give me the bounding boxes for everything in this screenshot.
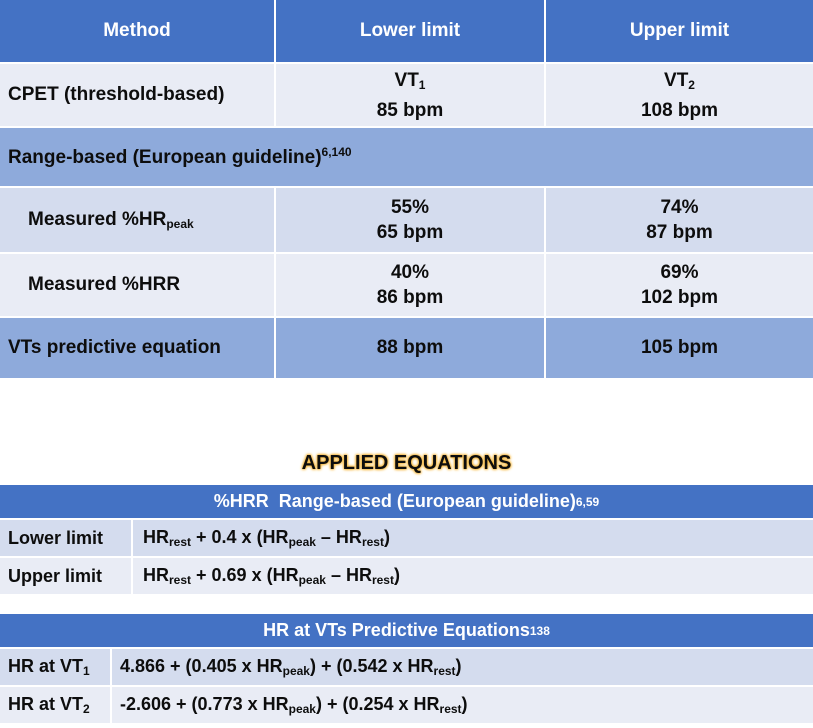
vt-label: VT xyxy=(394,69,419,91)
method-hrr: Measured %HRR xyxy=(28,274,181,295)
vt-equations-ref: 138 xyxy=(529,623,550,638)
formula-part: ) xyxy=(461,694,468,714)
formula-part: HR xyxy=(143,565,169,585)
vt2-row xyxy=(0,685,813,723)
applied-equations-title: APPLIED EQUATIONS xyxy=(301,452,512,474)
formula-sub: peak xyxy=(298,573,326,587)
table-row-hrr xyxy=(0,252,813,316)
vts-lower: 88 bpm xyxy=(274,318,544,378)
formula-part: – HR xyxy=(315,527,362,547)
formula-sub: rest xyxy=(169,573,192,587)
formula-part: + 0.4 x (HR xyxy=(191,527,289,547)
range-section-title xyxy=(0,128,813,186)
table-header-row xyxy=(0,0,813,62)
range-section-ref: 6,140 xyxy=(321,145,352,159)
cpet-upper-vt xyxy=(664,68,695,98)
table-row-cpet xyxy=(0,62,813,126)
vt-label: VT xyxy=(664,69,689,91)
header-upper-limit: Upper limit xyxy=(544,0,813,62)
formula-part: ) xyxy=(393,565,400,585)
cpet-upper-bpm: 108 bpm xyxy=(640,99,719,121)
vts-upper: 105 bpm xyxy=(544,318,813,378)
formula-part: + 0.69 x (HR xyxy=(191,565,299,585)
vt1-formula xyxy=(110,649,813,685)
hrr-equations-header xyxy=(0,485,813,518)
vt2-label-text: HR at VT xyxy=(8,694,84,714)
formula-part: ) xyxy=(455,656,462,676)
formula-sub: peak xyxy=(282,664,310,678)
hrpeak-lower xyxy=(274,188,544,252)
formula-part: -2.606 + (0.773 x HR xyxy=(120,694,289,714)
header-lower-limit: Lower limit xyxy=(274,0,544,62)
hrr-upper-formula xyxy=(131,558,813,594)
cpet-lower-bpm: 85 bpm xyxy=(376,99,444,121)
vt-equations-header xyxy=(0,614,813,647)
hrr-lower-row xyxy=(0,518,813,556)
formula-sub: rest xyxy=(169,535,192,549)
hrpeak-upper xyxy=(544,188,813,252)
formula-part: ) + (0.254 x HR xyxy=(315,694,440,714)
hrr-upper-row xyxy=(0,556,813,594)
hrr-lower-formula xyxy=(131,520,813,556)
formula-part: HR xyxy=(143,527,169,547)
hrr-equations-table xyxy=(0,485,813,594)
hrr-lower-bpm: 86 bpm xyxy=(376,287,444,308)
range-section-label: Range-based (European guideline) xyxy=(8,147,322,168)
vt1-label-sub: 1 xyxy=(83,664,90,678)
header-method: Method xyxy=(103,20,171,41)
hrr-upper-pct: 69% xyxy=(660,262,699,283)
formula-sub: rest xyxy=(361,535,384,549)
vt2-label-sub: 2 xyxy=(83,702,90,716)
method-hrpeak xyxy=(0,188,274,252)
table-row-hrpeak xyxy=(0,186,813,252)
table-row-vts xyxy=(0,316,813,378)
vt1-label xyxy=(0,649,110,685)
hrr-upper xyxy=(544,254,813,316)
vt1-label-text: HR at VT xyxy=(8,656,84,676)
hrr-upper-bpm: 102 bpm xyxy=(640,287,719,308)
hrpeak-upper-pct: 74% xyxy=(660,197,699,218)
formula-part: ) xyxy=(383,527,390,547)
hrr-lower-label: Lower limit xyxy=(8,527,104,548)
formula-sub: peak xyxy=(288,702,316,716)
formula-part: ) + (0.542 x HR xyxy=(309,656,434,676)
formula-sub: peak xyxy=(288,535,316,549)
cpet-lower xyxy=(274,64,544,126)
hrpeak-label: Measured %HR xyxy=(28,209,167,230)
table-row-range-section xyxy=(0,126,813,186)
vt2-formula xyxy=(110,687,813,723)
hrr-lower-pct: 40% xyxy=(390,262,430,283)
hrr-equations-ref: 6,59 xyxy=(575,494,600,509)
hrpeak-upper-bpm: 87 bpm xyxy=(646,222,713,243)
hrpeak-lower-bpm: 65 bpm xyxy=(376,222,444,243)
hrr-upper-label: Upper limit xyxy=(8,565,103,586)
vt1-row xyxy=(0,647,813,685)
formula-sub: rest xyxy=(371,573,394,587)
vt-equations-title: HR at VTs Predictive Equations xyxy=(263,620,530,640)
method-cpet: CPET (threshold-based) xyxy=(8,84,225,105)
formula-sub: rest xyxy=(439,702,462,716)
vt-equations-table xyxy=(0,614,813,723)
vt2-label xyxy=(0,687,110,723)
hrpeak-lower-pct: 55% xyxy=(390,197,430,218)
method-vts: VTs predictive equation xyxy=(8,337,221,358)
cpet-upper xyxy=(544,64,813,126)
formula-part: 4.866 + (0.405 x HR xyxy=(120,656,283,676)
vt-subscript: 1 xyxy=(418,77,426,92)
formula-part: – HR xyxy=(325,565,372,585)
hrr-equations-title: %HRR Range-based (European guideline) xyxy=(213,491,576,511)
formula-sub: rest xyxy=(433,664,456,678)
hrr-lower xyxy=(274,254,544,316)
vt-subscript: 2 xyxy=(688,77,695,92)
hrpeak-subscript: peak xyxy=(166,217,194,231)
cpet-lower-vt xyxy=(395,68,426,98)
